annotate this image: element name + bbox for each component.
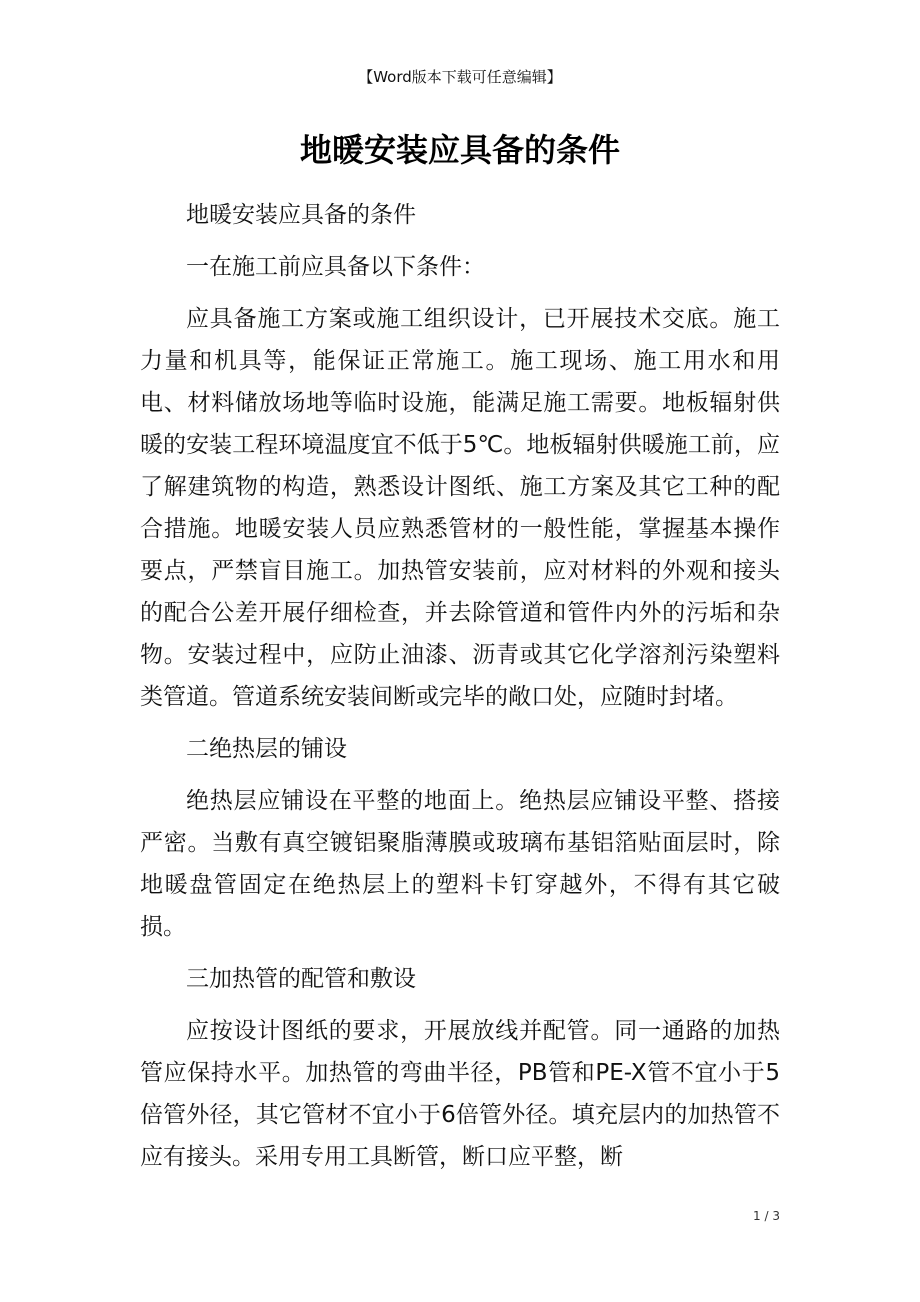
section-heading-main: 地暖安装应具备的条件 <box>186 202 416 228</box>
download-note: 【Word版本下载可任意编辑】 <box>358 68 562 86</box>
document-title: 地暖安装应具备的条件 <box>299 131 620 169</box>
page-indicator: 1 / 3 <box>753 1209 780 1223</box>
paragraph-heating-pipe: 应按设计图纸的要求，开展放线并配管。同一通路的加热管应保持水平。加热管的弯曲半径，PB管和PE-X管不宜小于5倍管外径，其它管材不宜小于6倍管外径。填充层内的加热管不应有接头。采用专用工具断管，断口应平整，断 <box>140 1018 780 1170</box>
document-body <box>140 194 780 1188</box>
paragraph-prerequisites: 应具备施工方案或施工组织设计，已开展技术交底。施工力量和机具等，能保证正常施工。施工现场、施工用水和用电、材料储放场地等临时设施，能满足施工需要。地板辐射供暖的安装工程环境温度宜不低于5℃。地板辐射供暖施工前，应了解建筑物的构造，熟悉设计图纸、施工方案及其它工种的配合措施。地暖安装人员应熟悉管材的一般性能，掌握基本操作要点，严禁盲目施工。加热管安装前，应对材料的外观和接头的配合公差开展仔细检查，并去除管道和管件内外的污垢和杂物。安装过程中，应防止油漆、沥青或其它化学溶剂污染塑料类管道。管道系统安装间断或完毕的敞口处，应随时封堵。 <box>140 306 780 710</box>
section-heading-insulation: 二绝热层的铺设 <box>186 736 347 762</box>
section-heading-heating-pipe: 三加热管的配管和敷设 <box>186 966 416 992</box>
paragraph-insulation: 绝热层应铺设在平整的地面上。绝热层应铺设平整、搭接严密。当敷有真空镀铝聚脂薄膜或玻璃布基铝箔贴面层时，除地暖盘管固定在绝热层上的塑料卡钉穿越外，不得有其它破损。 <box>140 788 780 940</box>
section-heading-prerequisites: 一在施工前应具备以下条件： <box>186 254 485 280</box>
